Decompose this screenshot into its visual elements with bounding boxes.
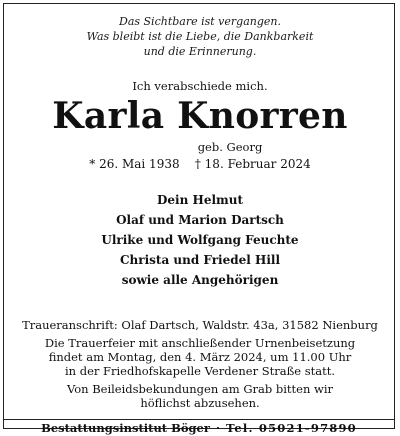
farewell-text: Ich verabschiede mich. xyxy=(132,79,268,93)
funeral-home-phone: Tel. 05021-97890 xyxy=(225,421,357,435)
deceased-name: Karla Knorren xyxy=(52,95,348,137)
mourner-line: Dein Helmut xyxy=(157,193,243,207)
mourner-line: Christa und Friedel Hill xyxy=(119,253,281,267)
motto-line-3: und die Erinnerung. xyxy=(143,45,257,58)
condolences-line-2: höflichst abzusehen. xyxy=(140,396,260,410)
mourner-line: Ulrike und Wolfgang Feuchte xyxy=(101,233,299,247)
footer-bar xyxy=(3,419,395,434)
footer-separator: · xyxy=(215,421,220,435)
condolences-line-1: Von Beileidsbekundungen am Grab bitten wir xyxy=(66,382,334,396)
ceremony-line-3: in der Friedhofskapelle Verdener Straße statt. xyxy=(64,364,336,378)
motto-line-1: Das Sichtbare ist vergangen. xyxy=(119,15,281,28)
mourner-line: Olaf und Marion Dartsch xyxy=(116,213,284,227)
birth-name: geb. Georg xyxy=(197,140,263,154)
life-dates: * 26. Mai 1938 † 18. Februar 2024 xyxy=(89,157,311,171)
ceremony-line-1: Die Trauerfeier mit anschließender Urnenbeisetzung xyxy=(44,336,356,350)
mourner-line: sowie alle Angehörigen xyxy=(121,273,279,287)
ceremony-line-2: findet am Montag, den 4. März 2024, um 11.00 Uhr xyxy=(48,350,352,364)
motto-line-2: Was bleibt ist die Liebe, die Dankbarkeit xyxy=(86,30,314,43)
mourning-address: Traueranschrift: Olaf Dartsch, Waldstr. 43a, 31582 Nienburg xyxy=(22,318,378,332)
funeral-home-name: Bestattungsinstitut Böger xyxy=(41,421,210,435)
